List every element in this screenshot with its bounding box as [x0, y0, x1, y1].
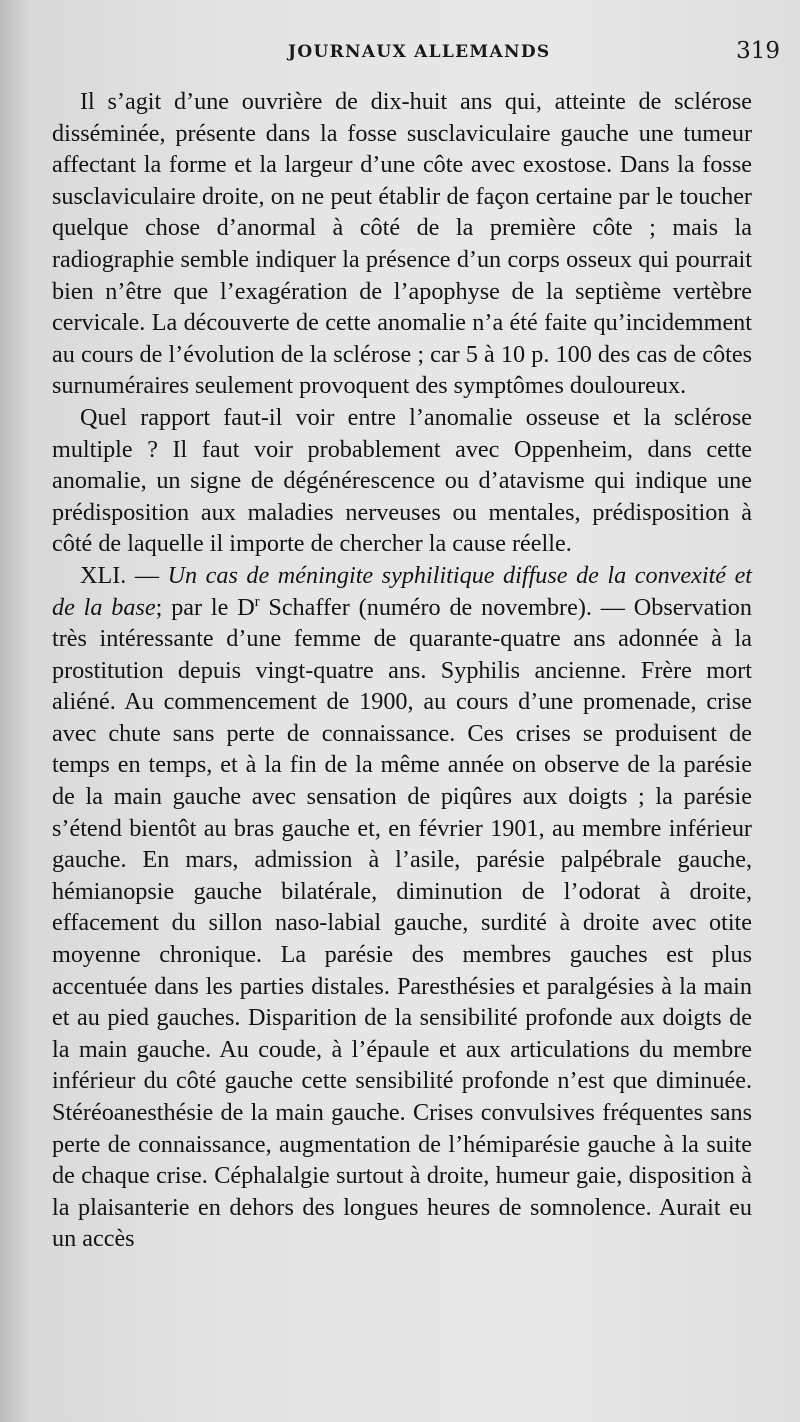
page-header: [0, 38, 800, 72]
paragraph-1: Il s’agit d’une ouvrière de dix-huit ans qui, atteinte de sclérose disséminée, présente dans la fosse susclaviculaire gauche une tumeur affectant la forme et la largeur d’une côte avec exostose. Dans la fosse susclaviculaire droite, on ne peut établir de façon certaine par le toucher quelque chose d’anormal à côté de la première côte ; mais la radiographie semble indiquer la présence d’un corps osseux qui pourrait bien n’être que l’exagération de l’apophyse de la septième vertèbre cervicale. La découverte de cette anomalie n’a été faite qu’incidemment au cours de l’évolution de la sclérose ; car 5 à 10 p. 100 des cas de côtes surnuméraires seulement provoquent des symptômes douloureux.: [52, 88, 752, 400]
section-number: XLI. —: [80, 561, 160, 589]
article-title: Un cas de méningite syphilitique diffuse de la convexité et de la base: [52, 561, 753, 621]
dr-superscript: r: [254, 593, 260, 610]
running-title: JOURNAUX ALLEMANDS: [288, 42, 551, 62]
author-prefix: ; par le D: [155, 593, 255, 621]
paragraph-2: Quel rapport faut-il voir entre l’anomalie osseuse et la sclérose multiple ? Il faut voir probablement avec Oppenheim, dans cette anomalie, un signe de dégénérescence ou d’atavisme qui indique une prédisposition aux maladies nerveuses ou mentales, prédisposition à côté de laquelle il importe de chercher la cause réelle.: [52, 403, 752, 558]
section-xli: [52, 560, 752, 1255]
observation-text: Schaffer (numéro de novembre). — Observation très intéressante d’une femme de quarante-quatre ans adonnée à la prostitution depuis vingt-quatre ans. Syphilis ancienne. Frère mort aliéné. Au commencement de 1900, au cours d’une promenade, crise avec chute sans perte de connaissance. Ces crises se produisent de temps en temps, et à la fin de la même année on observe de la parésie de la main gauche avec sensation de piqûres aux doigts ; la parésie s’étend bientôt au bras gauche et, en février 1901, au membre inférieur gauche. En mars, admission à l’asile, parésie palpébrale gauche, hémianopsie gauche bilatérale, diminution de l’odorat à droite, effacement du sillon naso-labial gauche, surdité à droite avec otite moyenne chronique. La parésie des membres gauches est plus accentuée dans les parties distales. Paresthésies et paralgésies à la main et au pied gauches. Disparition de la sensibilité profonde aux doigts de la main gauche. Au coude, à l’épaule et aux articulations du membre inférieur du côté gauche cette sensibilité profonde n’est que diminuée. Stéréoanesthésie de la main gauche. Crises convulsives fréquentes sans perte de connaissance, augmentation de l’hémiparésie gauche à la suite de chaque crise. Céphalalgie surtout à droite, humeur gaie, disposition à la plaisanterie en dehors des longues heures de somnolence. Aurait eu un accès: [52, 593, 752, 1253]
body-text: [52, 86, 752, 1255]
page-number: 319: [736, 38, 780, 64]
